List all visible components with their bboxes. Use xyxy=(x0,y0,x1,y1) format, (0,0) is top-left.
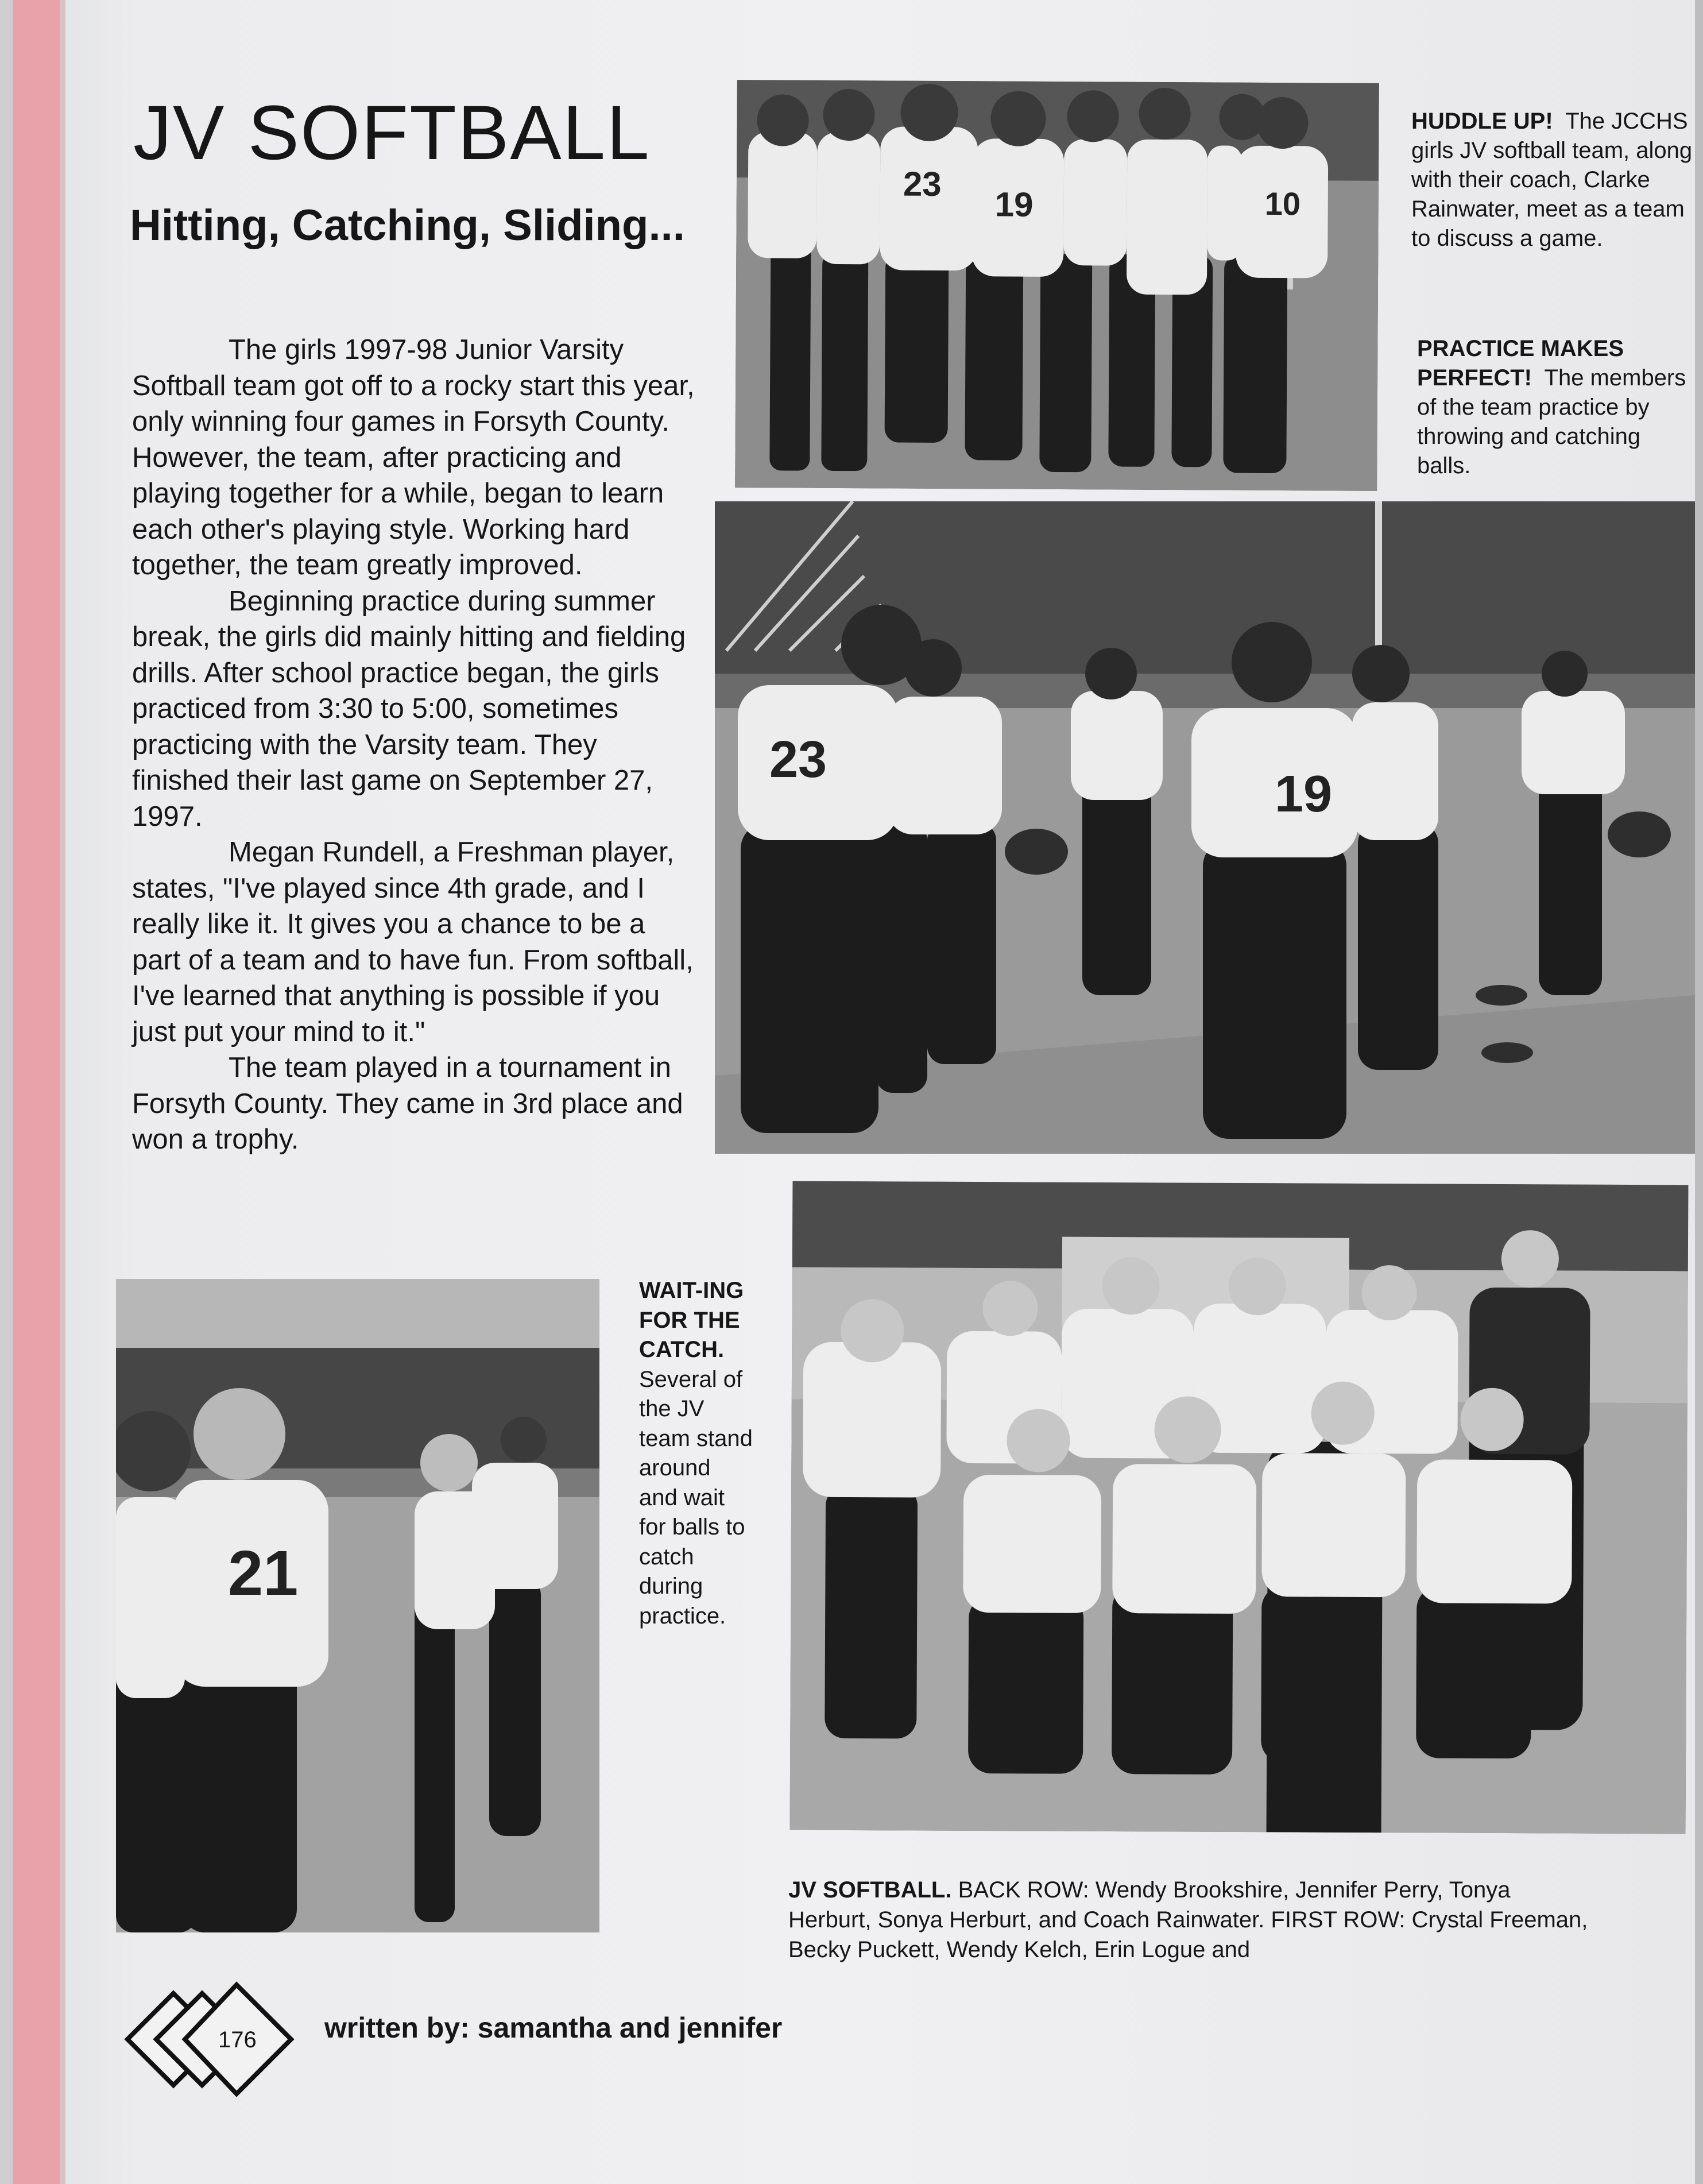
page-title: JV SOFTBALL xyxy=(133,90,651,176)
binding-shadow xyxy=(60,0,65,2184)
team-photo xyxy=(790,1181,1689,1834)
article-paragraph: The girls 1997-98 Junior Varsity Softball team got off to a rocky start this year, only winning four games in Forsyth County. However, the team, after practicing and playing together for a while, began to learn each other's playing style. Working hard together, the team greatly improved. xyxy=(132,334,695,581)
page-number: 176 xyxy=(218,2027,257,2052)
author-credit: written by: samantha and jennifer xyxy=(324,2012,783,2044)
practice-caption xyxy=(1417,334,1687,481)
page-right-edge xyxy=(1695,0,1703,2184)
team-caption-line-3: Becky Puckett, Wendy Kelch, Erin Logue and xyxy=(788,1937,1251,1962)
jersey-number: 23 xyxy=(903,164,942,203)
practice-photo xyxy=(715,501,1695,1154)
jersey-number: 23 xyxy=(769,731,827,788)
page-spine-edge xyxy=(0,0,13,2184)
article-paragraph: The team played in a tournament in Forsyth County. They came in 3rd place and won a trophy. xyxy=(132,1052,683,1155)
jersey-number: 19 xyxy=(1275,766,1333,823)
waiting-caption-text: Several of the JV team stand around and wait for balls to catch during practice. xyxy=(639,1366,753,1629)
jersey-number: 21 xyxy=(228,1538,299,1609)
team-caption-line-1: BACK ROW: Wendy Brookshire, Jennifer Perry, Tonya xyxy=(958,1877,1511,1903)
huddle-caption-headline: HUDDLE UP! xyxy=(1411,109,1553,134)
team-caption-line-2: Herburt, Sonya Herburt, and Coach Rainwater. FIRST ROW: Crystal Freeman, xyxy=(788,1907,1588,1932)
practice-caption-text: The members of the team practice by throwing and catching balls. xyxy=(1417,365,1686,478)
article-paragraph: Beginning practice during summer break, the girls did mainly hitting and fielding drills. After school practice began, the girls practiced from 3:30 to 5:00, sometimes practicing with the Varsity team. They finished their last game on September 27, 1997. xyxy=(132,585,686,832)
jersey-number: 19 xyxy=(994,185,1034,224)
huddle-caption-text: The JCCHS girls JV softball team, along with their coach, Clarke Rainwater, meet as a team to discuss a game. xyxy=(1411,109,1693,251)
huddle-caption xyxy=(1411,107,1693,253)
huddle-photo xyxy=(735,80,1379,491)
practice-caption-headline: PRACTICE MAKES PERFECT! xyxy=(1417,336,1624,391)
waiting-caption xyxy=(639,1276,754,1631)
waiting-caption-headline: WAIT-ING FOR THE CATCH. xyxy=(639,1278,744,1362)
team-caption-line xyxy=(788,1875,1703,1905)
article-paragraph: Megan Rundell, a Freshman player, states, "I've played since 4th grade, and I really like it. It gives you a chance to be a part of a team and to have fun. From softball, I've learned that anything is possible if you just put your mind to it." xyxy=(132,837,694,1047)
team-caption-headline: JV SOFTBALL. xyxy=(788,1877,952,1903)
waiting-photo xyxy=(116,1279,599,1932)
jersey-number: 10 xyxy=(1264,185,1301,222)
binding-stripe xyxy=(13,0,60,2184)
team-caption xyxy=(788,1875,1703,1965)
page-subtitle: Hitting, Catching, Sliding... xyxy=(130,201,685,250)
article-body xyxy=(132,332,700,1158)
